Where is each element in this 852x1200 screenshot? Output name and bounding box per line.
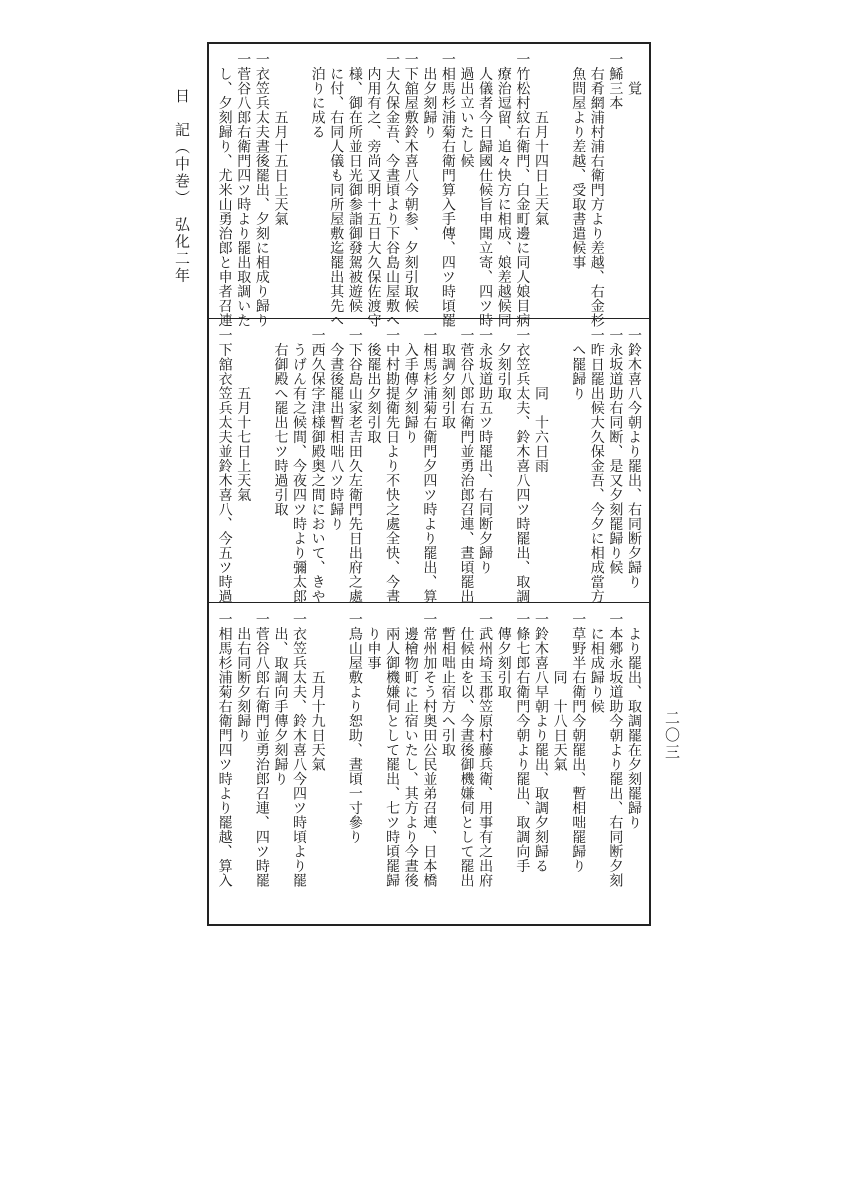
text-column: 五月十七日上天氣 [235,328,252,502]
text-column: 魚問屋より差越、受取書遣候事 [570,52,587,270]
text-column: 療治逗留、追々快方に相成、娘差越候同 [495,52,512,328]
text-column: 一大久保金吾、今晝頃より下谷島山屋敷へ [384,52,401,328]
text-column: 夕刻引取 [495,328,512,401]
text-column: 取調夕刻引取 [439,328,456,430]
text-column: 様、御在所並日光御参詣御發駕被遊候 [346,52,363,313]
text-column: 一下舘衣笠兵太夫並鈴木喜八、今五ツ時過 [216,328,233,604]
text-column: 人儀者今日歸國仕候旨申聞立寄、四ツ時 [477,52,494,328]
text-column: 一相馬杉浦菊右衛門夕四ツ時より罷出、算 [421,328,438,604]
text-column: 一菅谷八郎右衛門四ツ時より罷出取調いた [235,52,252,328]
text-column: 一竹松村紋右衛門、白金町邊に同人娘目病 [514,52,531,328]
text-column: り申事 [365,612,382,670]
band-divider-1 [207,318,651,319]
text-column: うげん有之候間、今夜四ツ時より彌太郎 [291,328,308,604]
text-column: 今晝後罷出暫相咄八ツ時歸り [328,328,345,531]
running-title: 日 記（中巻） 弘化二年 [173,88,191,285]
text-column: 一鈴木喜八今朝より罷出、右同断夕歸り [626,328,642,589]
text-column: 邊檜物町に止宿いたし、其方より今晝後 [402,612,419,888]
text-column: 一相馬杉浦菊右衛門算入手傳、四ツ時頃罷 [439,52,456,328]
diary-band-middle [209,324,649,604]
text-column: 傳夕刻引取 [495,612,512,699]
text-column: 五月十五日上天氣 [272,52,289,226]
text-column: 一菅谷八郎右衛門並勇治郎召連、晝頃罷出 [458,328,475,604]
text-column: 一衣笠兵太夫晝後罷出、夕刻に相成り歸り [253,52,270,328]
diary-band-upper [209,48,649,328]
text-column: 過出立いたし候 [458,52,475,168]
text-column: 一鯑三本 [607,52,624,110]
text-column: 一永坂道助右同断、是又夕刻罷歸り候 [607,328,624,575]
text-column: 一本郷永坂道助今朝より罷出、右同断夕刻 [607,612,624,888]
page-number: 二〇三 [663,710,681,761]
text-column: 一武州埼玉郡笠原村藤兵衛、用事有之出府 [477,612,494,888]
text-column: 右御殿へ罷出七ツ時過引取 [272,328,289,517]
text-column: 泊りに成る [309,52,326,139]
text-column: 一下谷島山家老吉田久左衛門先日出府之處 [346,328,363,604]
text-column: 一條七郎右衛門今朝より罷出、取調向手 [514,612,531,873]
text-column: 一鈴木喜八早朝より罷出、取調夕刻歸る [532,612,549,873]
text-column: 五月十四日上天氣 [532,52,549,226]
text-column: 一中村勘提衛先日より不快之處全快、今晝 [384,328,401,604]
text-column: 暫相咄止宿方へ引取 [439,612,456,757]
text-column: 一衣笠兵太夫、鈴木喜八今四ツ時頃より罷 [291,612,308,888]
text-column: 後罷出夕刻引取 [365,328,382,444]
text-column: し、夕刻歸り、尤米山勇治郎と申者召連 [216,52,233,328]
text-column: 一下舘屋敷鈴木喜八今朝参、夕刻引取候 [402,52,419,313]
text-column: 右肴網浦村浦右衛門方より差越、右金杉 [588,52,605,328]
text-column: 同 十六日雨 [532,328,549,473]
text-column: へ罷歸り [570,328,587,401]
text-column: 一衣笠兵太夫、鈴木喜八四ツ時罷出、取調 [514,328,531,604]
text-column: 一草野半右衛門今朝罷出、暫相咄罷歸り [570,612,587,873]
text-column: に相成歸り候 [588,612,605,714]
text-column: 覚 [626,52,642,96]
text-column: 一永坂道助五ツ時罷出、右同断夕歸り [477,328,494,575]
text-column: 一鳥山屋敷より恕助、晝頃一寸參り [346,612,363,844]
text-column: 出右同断夕刻歸り [235,612,252,743]
text-column: 内用有之、旁尚又明十五日大久保佐渡守 [365,52,382,328]
text-column: 仕候由を以、今晝後御機嫌伺として罷出 [458,612,475,888]
text-column: 出夕刻歸り [421,52,438,139]
text-column: 一昨日罷出候大久保金吾、今夕に相成當方 [588,328,605,604]
text-column: 一相馬杉浦菊右衛門四ツ時より罷越、算入 [216,612,233,888]
text-column: 兩人御機嫌伺として罷出、七ツ時頃罷歸 [384,612,401,888]
text-column: 一常州加そう村奥田公民並弟召連、日本橋 [421,612,438,888]
text-column: 入手傳夕刻歸り [402,328,419,444]
text-column: 五月十九日天氣 [309,612,326,772]
text-column: 一菅谷八郎右衛門並勇治郎召連、四ツ時罷 [253,612,270,888]
text-column: に付、右同人儀も同所屋敷迄罷出其先へ [328,52,345,328]
text-column: 同 十八日天氣 [551,612,568,772]
text-column: 一西久保字津様御殿奥之間において、きや [309,328,326,604]
diary-band-lower [209,608,649,920]
text-column: より罷出、取調罷在夕刻罷歸り [626,612,642,830]
text-column: 出、取調向手傳夕刻歸り [272,612,289,786]
